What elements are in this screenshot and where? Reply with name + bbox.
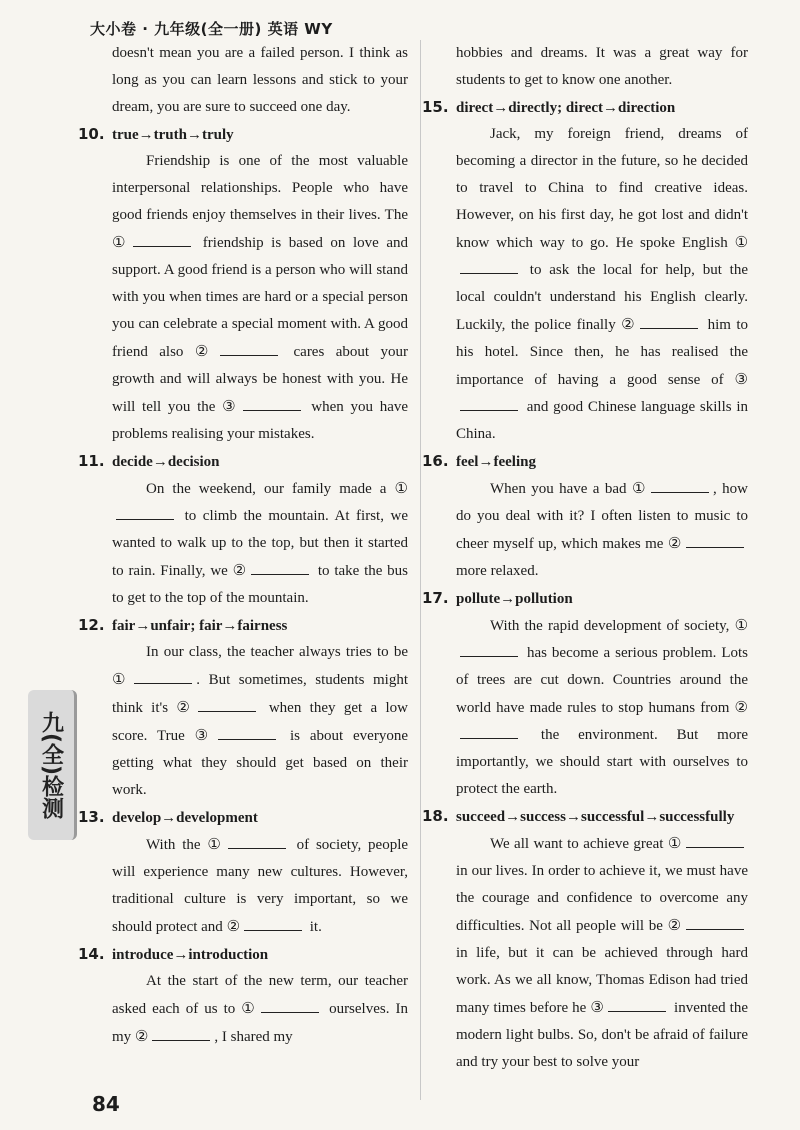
question-title: decide→decision xyxy=(112,454,220,470)
question-17-text: With the rapid development of society, ① has become a serious problem. Lots of trees are cut down. Countries around the world have made rules to stop humans from ② the environment. But more importantly, we should start with ourselves to protect the earth. xyxy=(456,616,749,797)
answer-blank[interactable] xyxy=(133,232,191,247)
question-17-heading xyxy=(422,585,748,612)
answer-blank[interactable] xyxy=(244,916,302,931)
continuation-text: doesn't mean you are a failed person. I think as long as you can learn lessons and stick to your dream, you are sure to succeed one day. xyxy=(112,45,408,115)
answer-blank[interactable] xyxy=(116,505,174,520)
answer-blank[interactable] xyxy=(460,642,518,657)
question-number: 17. xyxy=(422,589,449,607)
question-title: fair→unfair; fair→fairness xyxy=(112,618,288,634)
answer-blank[interactable] xyxy=(251,560,309,575)
answer-blank[interactable] xyxy=(686,833,744,848)
question-18-text: We all want to achieve great ① in our lives. In order to achieve it, we must have the courage and confidence to overcome any difficulties. Not all people will be ② in life, but it can be achieved through hard work. As we all know, Thomas Edison had tried many times before he ③ invented the modern light bulbs. So, don't be afraid of failure and try your best to solve your xyxy=(456,834,749,1070)
question-12-text: In our class, the teacher always tries to be ① . But sometimes, students might think it's ② when they get a low score. True ③ is about everyone getting what they should get based on their work. xyxy=(112,644,409,798)
page-header: 大小卷 · 九年级(全一册) 英语 WY xyxy=(90,20,333,38)
question-16-heading xyxy=(422,448,748,475)
question-13-text: With the ① of society, people will experience many new cultures. However, traditional culture is very important, so we should protect and ② it. xyxy=(112,835,409,935)
right-column xyxy=(422,40,748,1076)
answer-blank[interactable] xyxy=(261,998,319,1013)
question-title: develop→development xyxy=(112,810,258,826)
question-13-heading xyxy=(78,804,408,831)
answer-blank[interactable] xyxy=(608,997,666,1012)
question-11-text: On the weekend, our family made a ① to climb the mountain. At first, we wanted to walk up to the top, but then it started to rain. Finally, we ② to take the bus to get to the top of the mountain. xyxy=(112,479,409,606)
question-number: 11. xyxy=(78,452,105,470)
question-number: 16. xyxy=(422,452,449,470)
answer-blank[interactable] xyxy=(686,915,744,930)
question-14-heading xyxy=(78,941,408,968)
question-title: pollute→pollution xyxy=(456,591,573,607)
question-title: introduce→introduction xyxy=(112,947,269,963)
answer-blank[interactable] xyxy=(220,341,278,356)
question-18-heading xyxy=(422,803,748,830)
answer-blank[interactable] xyxy=(198,697,256,712)
question-15-heading xyxy=(422,94,748,121)
answer-blank[interactable] xyxy=(460,396,518,411)
answer-blank[interactable] xyxy=(218,725,276,740)
side-tab xyxy=(28,690,77,840)
question-number: 13. xyxy=(78,808,105,826)
continuation-text: hobbies and dreams. It was a great way for students to get to know one another. xyxy=(456,45,748,88)
answer-blank[interactable] xyxy=(152,1026,210,1041)
question-16-text: When you have a bad ① , how do you deal with it? I often listen to music to cheer myself up, which makes me ② more relaxed. xyxy=(456,479,749,579)
answer-blank[interactable] xyxy=(228,834,286,849)
answer-blank[interactable] xyxy=(686,533,744,548)
answer-blank[interactable] xyxy=(243,396,301,411)
question-10-text: Friendship is one of the most valuable interpersonal relationships. People who have good friends enjoy themselves in their lives. The ① friendship is based on love and support. A good friend is a person who will stand with you when times are hard or a special person you can celebrate a special moment with. A good friend also ② cares about your growth and will always be honest with you. He will tell you the ③ when you have problems realising your mistakes. xyxy=(112,153,409,442)
page-number: 84 xyxy=(92,1092,120,1116)
question-title: true→truth→truly xyxy=(112,127,234,143)
question-12-heading xyxy=(78,612,408,639)
question-15-text: Jack, my foreign friend, dreams of becoming a director in the future, so he decided to travel to China to find creative ideas. However, on his first day, he got lost and didn't know which way to go. He spoke English ① to ask the local for help, but the local couldn't understand his English clearly. Luckily, the police finally ② him to his hotel. Since then, he has realised the importance of having a good sense of ③ and good Chinese language skills in China. xyxy=(456,126,749,442)
question-number: 15. xyxy=(422,98,449,116)
question-number: 18. xyxy=(422,807,449,825)
answer-blank[interactable] xyxy=(460,259,518,274)
left-column xyxy=(78,40,408,1051)
answer-blank[interactable] xyxy=(460,724,518,739)
side-tab-label: 九(全)检测 xyxy=(38,710,64,820)
question-title: succeed→success→successful→successfully xyxy=(456,809,735,825)
question-number: 14. xyxy=(78,945,105,963)
answer-blank[interactable] xyxy=(640,314,698,329)
column-divider xyxy=(420,40,421,1100)
question-number: 10. xyxy=(78,125,105,143)
answer-blank[interactable] xyxy=(651,478,709,493)
question-title: direct→directly; direct→direction xyxy=(456,100,676,116)
question-10-heading xyxy=(78,121,408,148)
question-11-heading xyxy=(78,448,408,475)
question-number: 12. xyxy=(78,616,105,634)
question-title: feel→feeling xyxy=(456,454,536,470)
answer-blank[interactable] xyxy=(134,669,192,684)
question-14-text: At the start of the new term, our teacher asked each of us to ① ourselves. In my ② , I shared my xyxy=(112,973,408,1045)
